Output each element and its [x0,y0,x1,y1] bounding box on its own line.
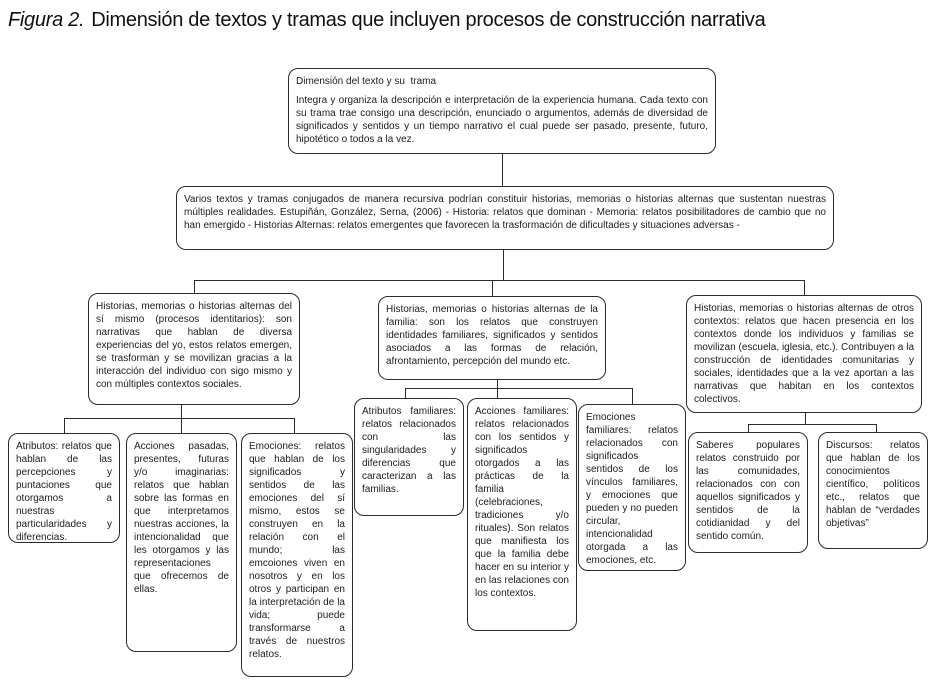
node-emociones-familiares-body: Emociones familiares: relatos relacionados con significados sentidos de los vínculos familiares, y emociones que pueden y no pueden circular, intencionalidad otorgada a las emociones, etc. [586,412,678,566]
connector-line [194,280,805,281]
node-historias-otros-contextos-body: Historias, memorias o historias alternas de otros contextos: relatos que hacen presencia en los contextos donde los individuos y familias se movilizan (escuela, iglesia, etc.). Contribuyen a la construcción de identidades comunitarias y sociales, identidades que a la vez aportan a las narrativas que habitan en los contextos colectivos. [694,303,914,405]
figure-caption [8,9,765,32]
connector-line [804,280,805,295]
node-acciones-familiares [467,398,577,631]
connector-line [181,405,182,418]
node-emociones-body: Emociones: relatos que hablan de los significados y sentidos de las emociones del sí mismo, estos se construyen en la relación con el mundo; las emcoiones viven en nosotros y en los otros y participan en la interpretación de la vida; puede transformarse a través de nuestros relatos. [249,441,345,660]
node-historias-si-mismo [88,293,300,405]
node-saberes-populares-body: Saberes populares relatos construido por las comunidades, relacionados con con aquellos significados y sentidos de la cotidianidad y del sentido común. [696,440,800,542]
node-atributos-familiares-body: Atributos familiares: relatos relacionados con las singularidades y diferencias que caracterizan a las familias. [362,406,456,495]
node-dimension-texto [288,68,716,154]
figure-title: Dimensión de textos y tramas que incluyen procesos de construcción narrativa [91,9,766,31]
node-historias-si-mismo-body: Historias, memorias o historias alternas del sí mismo (procesos identitarios): son narrativas que hablan de diversa experiencias del yo, estos relatos emergen, se trasforman y se movilizan gracias a la interacción del individuo con sigo mismo y con múltiples contextos sociales. [96,301,292,390]
node-historias-familia [378,296,606,380]
connector-line [805,413,806,424]
connector-line [492,280,493,296]
connector-line [64,418,294,419]
connector-line [181,418,182,433]
connector-line [294,418,295,433]
node-dimension-title: Dimensión del texto y su trama [296,76,437,87]
connector-line [748,424,749,432]
connector-line [194,280,195,293]
connector-line [502,154,503,186]
node-acciones-body: Acciones pasadas, presentes, futuras y/o imaginarias: relatos que hablan sobre las formas en que interpretamos nuestras acciones, la intencionalidad que les otorgamos y las representaciones que ofrecemos de ellas. [134,441,229,595]
connector-line [497,380,498,388]
node-atributos-familiares [354,398,464,516]
node-dimension-body: Integra y organiza la descripción e interpretación de la experiencia humana. Cada texto con su trama trae consigo una descripción, enunciado o argumentos, además de diversidad de significados y sentidos y un tiempo narrativo el cual puede ser pasado, presente, futuro, hipotético o todos a la vez. [296,95,708,145]
node-emociones [241,433,353,677]
connector-line [748,424,876,425]
connector-line [876,424,877,432]
connector-line [497,388,498,398]
node-historias-otros-contextos [686,295,922,413]
node-emociones-familiares [578,404,686,571]
node-textos-recursivos [176,186,834,250]
node-acciones [126,433,237,652]
connector-line [503,250,504,280]
connector-line [405,388,632,389]
node-discursos [818,432,928,549]
connector-line [405,388,406,398]
connector-line [632,388,633,404]
node-discursos-body: Discursos: relatos que hablan de los conocimientos científico, políticos etc., relatos que hablan de “verdades objetivas” [826,440,920,529]
node-atributos-body: Atributos: relatos que hablan de las percepciones y puntaciones que otorgamos a nuestras particularidades y diferencias. [16,441,112,543]
node-historias-familia-body: Historias, memorias o historias alternas de la familia: son los relatos que construyen identidades familiares, significados y sentidos asociados a las formas de relación, afrontamiento, percepción del mundo etc. [386,304,598,367]
node-acciones-familiares-body: Acciones familiares: relatos relacionados con los sentidos y significados otorgados a las prácticas de la familia (celebraciones, tradiciones y/o rituales). Son relatos que manifiesta los que la familia debe hacer en su interior y en las relaciones con los contextos. [475,406,569,599]
node-textos-recursivos-body: Varios textos y tramas conjugados de manera recursiva podrían constituir historias, memorias o historias alternas que sustentan nuestras múltiples realidades. Estupiñán, González, Serna, (2006) - Historia: relatos que dominan - Memoria: relatos posibilitadores de cambio que no han emergido - Historias Alternas: relatos emergentes que favorecen la trasformación de dificultades y situaciones adversas - [184,194,826,231]
connector-line [64,418,65,433]
node-atributos [8,433,120,543]
figure-label: Figura 2. [8,9,85,31]
node-saberes-populares [688,432,808,553]
